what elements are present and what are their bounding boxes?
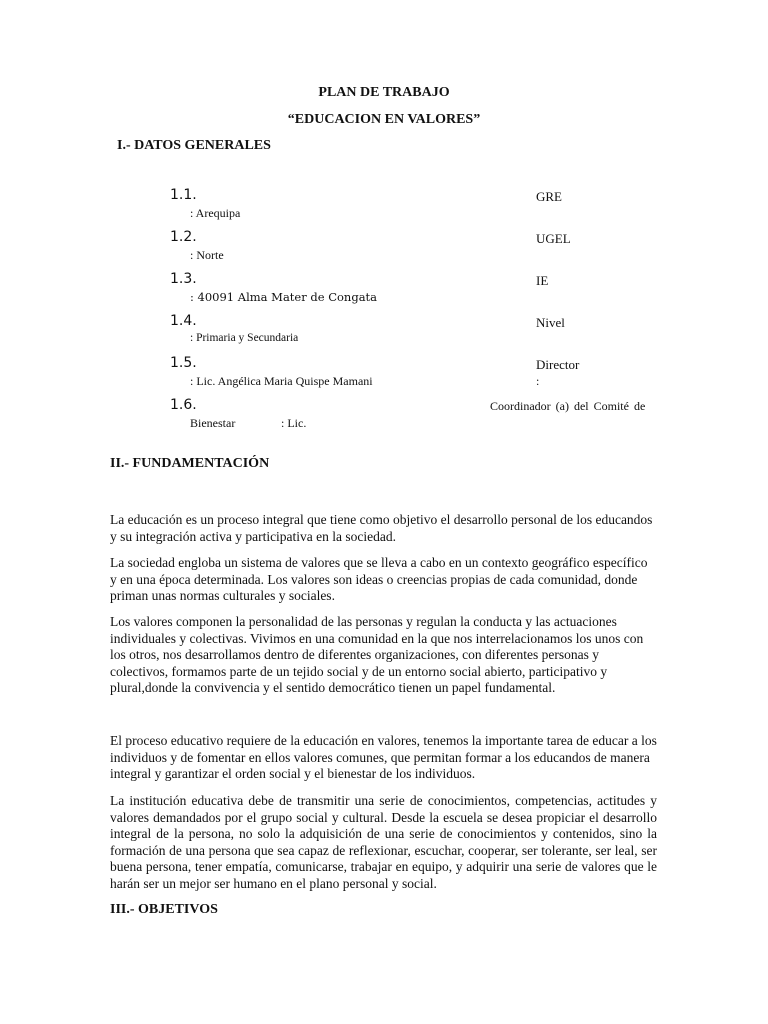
item-value-ugel: : Norte (190, 248, 224, 262)
paragraph-1: La educación es un proceso integral que tiene como objetivo el desarrollo personal de los educandos y su integración activa y participativa en la sociedad. (110, 512, 653, 544)
item-label-nivel: Nivel (536, 315, 565, 330)
document-subtitle: “EDUCACION EN VALORES” (287, 112, 481, 127)
item-number: 1.3. (170, 271, 197, 287)
item-value-director: : Lic. Angélica Maria Quispe Mamani (190, 374, 373, 388)
item-number: 1.5. (170, 355, 197, 371)
item-number: 1.4. (170, 313, 197, 329)
item-value-gre: : Arequipa (190, 206, 241, 220)
section-heading-fundamentacion: II.- FUNDAMENTACIÓN (110, 456, 270, 471)
paragraph-2: La sociedad engloba un sistema de valores que se lleva a cabo en un contexto geográfico específico y en una época determinada. Los valores son ideas o creencias propias de cada comunidad, donde priman unas normas culturales y sociales. (110, 555, 648, 603)
section-heading-datos-generales: I.- DATOS GENERALES (117, 138, 271, 153)
section-heading-objetivos: III.- OBJETIVOS (110, 902, 218, 917)
item-label-coordinador: Coordinador (a) del Comité de (490, 399, 646, 413)
item-label-ie: IE (536, 273, 549, 288)
item-number: 1.1. (170, 187, 197, 203)
item-label-director: Director (536, 357, 580, 372)
item-label-director-colon: : (536, 374, 540, 388)
paragraph-5: La institución educativa debe de transmitir una serie de conocimientos, competencias, actitudes y valores demandados por el grupo social y cultural. Desde la escuela se desea propiciar el desarrollo integral de la persona, no solo la adquisición de una serie de conocimientos y contenidos, sino la formación de una persona que sea capaz de reflexionar, escuchar, cooperar, ser tolerante, ser leal, ser buena persona, tener empatía, comunicarse, trabajar en equipo, y adquirir una serie de valores que le harán ser un mejor ser humano en el plano personal y social. (110, 793, 657, 891)
item-label-ugel: UGEL (536, 231, 571, 246)
item-number: 1.6. (170, 397, 197, 413)
item-value-bienestar: Bienestar (190, 416, 236, 430)
paragraph-3: Los valores componen la personalidad de las personas y regulan la conducta y las actuaciones individuales y colectivas. Vivimos en una comunidad en la que nos interrelacionamos los unos con los otros, nos desarrollamos dentro de diferentes organizaciones, con diferentes personas y colectivos, formamos parte de un tejido social y de un entorno social abierto, participativo y plural,donde la convivencia y el sentido democrático tienen un papel fundamental. (110, 614, 644, 695)
item-number: 1.2. (170, 229, 197, 245)
item-label-gre: GRE (536, 189, 562, 204)
item-value-lic: : Lic. (281, 416, 307, 430)
item-value-ie: : 40091 Alma Mater de Congata (190, 290, 378, 304)
paragraph-4: El proceso educativo requiere de la educación en valores, tenemos la importante tarea de educar a los individuos y de fomentar en ellos valores comunes, que permitan formar a los educandos de manera integral y garantizar el orden social y el bienestar de los individuos. (110, 733, 657, 781)
document-title: PLAN DE TRABAJO (318, 85, 450, 100)
item-value-nivel: : Primaria y Secundaria (190, 332, 299, 344)
